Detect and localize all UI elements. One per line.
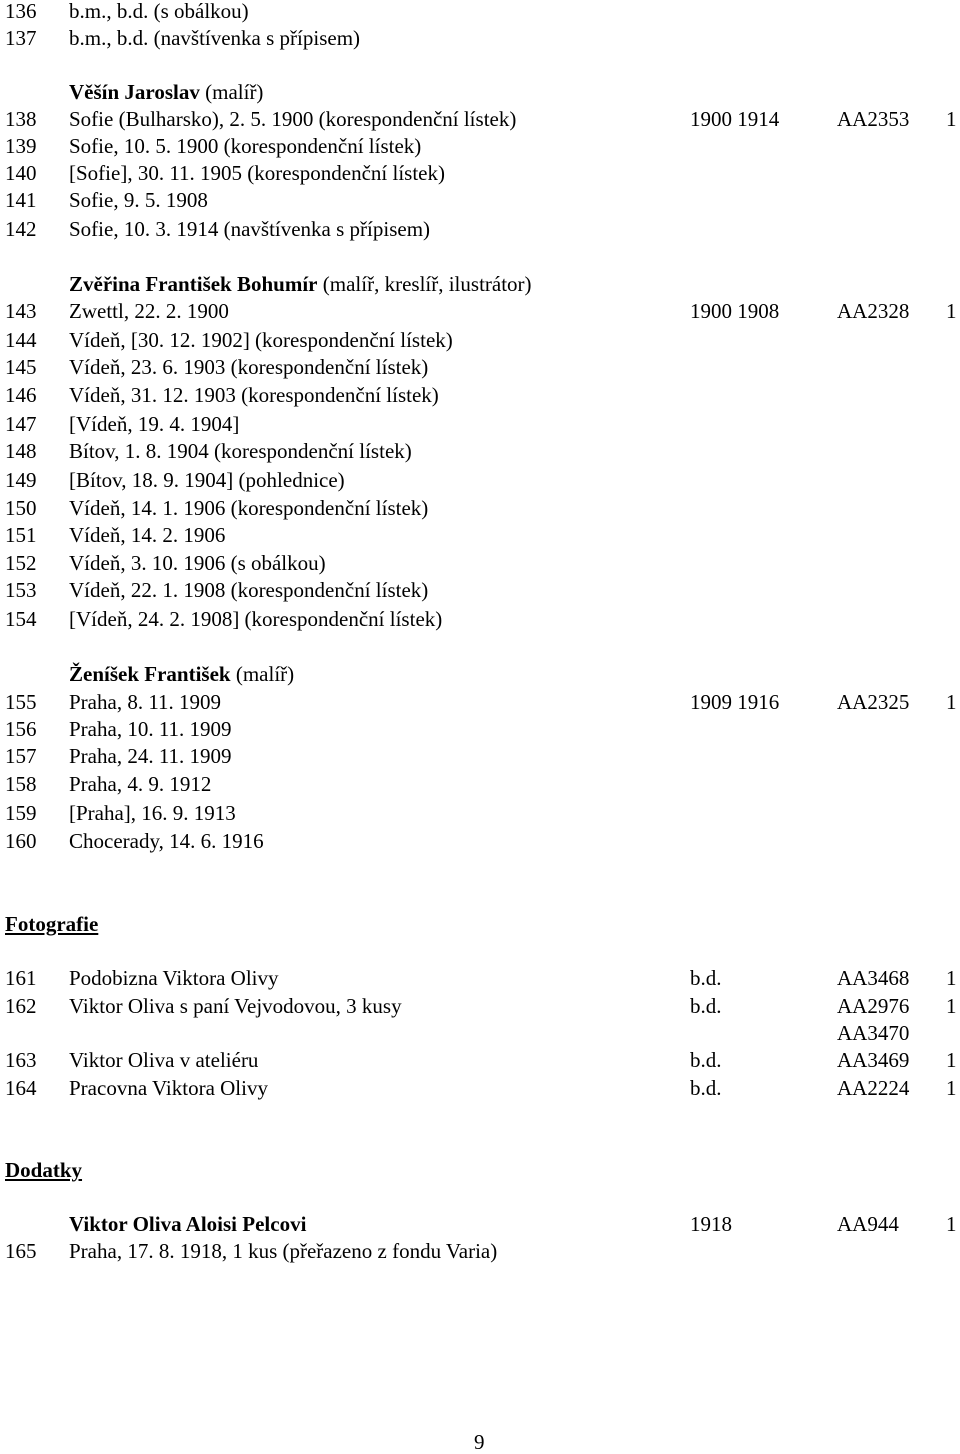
entry-text: Vídeň, 14. 2. 1906 <box>69 523 226 547</box>
entry-date: b.d. <box>690 994 722 1018</box>
entry-text: Vídeň, 3. 10. 1906 (s obálkou) <box>69 551 326 575</box>
list-item <box>0 743 960 770</box>
list-item <box>0 1075 960 1102</box>
entry-number: 165 <box>5 1239 37 1263</box>
list-item <box>0 438 960 465</box>
list-item <box>0 606 960 633</box>
entry-text: Praha, 8. 11. 1909 <box>69 690 222 714</box>
entry-number: 140 <box>5 161 37 185</box>
entry-text: [Praha], 16. 9. 1913 <box>69 801 236 825</box>
entry-number: 136 <box>5 0 37 23</box>
list-item <box>0 298 960 325</box>
entry-count: 1 <box>946 299 957 323</box>
entry-number: 150 <box>5 496 37 520</box>
entry-text: [Sofie], 30. 11. 1905 (korespondenční lístek) <box>69 161 445 185</box>
entry-text: Pracovna Viktora Olivy <box>69 1076 268 1100</box>
entry-signature: AA944 <box>837 1212 899 1236</box>
list-item <box>0 354 960 381</box>
entry-text: Sofie (Bulharsko), 2. 5. 1900 (korespondenční lístek) <box>69 107 517 131</box>
list-item <box>0 467 960 494</box>
entry-signature: AA2224 <box>837 1076 910 1100</box>
entry-signature: AA3469 <box>837 1048 910 1072</box>
list-item <box>0 993 960 1020</box>
entry-signature: AA2328 <box>837 299 910 323</box>
entry-number: 146 <box>5 383 37 407</box>
entry-text: Sofie, 9. 5. 1908 <box>69 188 208 212</box>
entry-number: 154 <box>5 607 37 631</box>
correspondent-role: (malíř) <box>235 662 295 686</box>
list-item <box>0 133 960 160</box>
entry-count: 1 <box>946 994 957 1018</box>
list-item <box>0 0 960 25</box>
entry-text: Vídeň, 22. 1. 1908 (korespondenční lístek) <box>69 578 429 602</box>
list-item <box>0 160 960 187</box>
entry-number: 160 <box>5 829 37 853</box>
list-item <box>0 411 960 438</box>
entry-text: Praha, 24. 11. 1909 <box>69 744 232 768</box>
entry-text: [Vídeň, 24. 2. 1908] (korespondenční lístek) <box>69 607 443 631</box>
entry-text: Chocerady, 14. 6. 1916 <box>69 829 264 853</box>
entry-text: Bítov, 1. 8. 1904 (korespondenční lístek) <box>69 439 412 463</box>
entry-date-range: 1900 1908 <box>690 299 780 323</box>
list-item <box>0 1047 960 1074</box>
entry-number: 142 <box>5 217 37 241</box>
list-item <box>0 187 960 214</box>
entry-text: b.m., b.d. (navštívenka s přípisem) <box>69 26 361 50</box>
entry-text: Vídeň, [30. 12. 1902] (korespondenční lístek) <box>69 328 453 352</box>
entry-date: b.d. <box>690 966 722 990</box>
entry-number: 149 <box>5 468 37 492</box>
list-item <box>0 1020 960 1047</box>
list-item <box>0 689 960 716</box>
correspondent-heading <box>0 1211 960 1238</box>
entry-signature: AA2353 <box>837 107 910 131</box>
entry-number: 137 <box>5 26 37 50</box>
entry-number: 151 <box>5 523 37 547</box>
entry-text: Vídeň, 31. 12. 1903 (korespondenční lístek) <box>69 383 439 407</box>
entry-count: 1 <box>946 107 957 131</box>
entry-count: 1 <box>946 1048 957 1072</box>
correspondent-role: (malíř, kreslíř, ilustrátor) <box>322 272 532 296</box>
entry-number: 141 <box>5 188 37 212</box>
entry-number: 143 <box>5 299 37 323</box>
correspondent-name: Věšín Jaroslav <box>69 80 200 104</box>
entry-text: [Vídeň, 19. 4. 1904] <box>69 412 240 436</box>
entry-text: Praha, 4. 9. 1912 <box>69 772 212 796</box>
entry-number: 145 <box>5 355 37 379</box>
entry-date: b.d. <box>690 1076 722 1100</box>
entry-signature: AA2976 <box>837 994 910 1018</box>
entry-date-range: 1900 1914 <box>690 107 780 131</box>
list-item <box>0 106 960 133</box>
correspondent-name: Viktor Oliva Aloisi Pelcovi <box>69 1212 307 1236</box>
entry-text: Vídeň, 14. 1. 1906 (korespondenční lístek) <box>69 496 429 520</box>
entry-number: 157 <box>5 744 37 768</box>
entry-text: b.m., b.d. (s obálkou) <box>69 0 249 23</box>
entry-number: 139 <box>5 134 37 158</box>
correspondent-name: Zvěřina František Bohumír <box>69 272 318 296</box>
entry-date: b.d. <box>690 1048 722 1072</box>
entry-signature: AA3470 <box>837 1021 910 1045</box>
entry-number: 164 <box>5 1076 37 1100</box>
correspondent-name: Ženíšek František <box>69 662 231 686</box>
correspondent-heading <box>0 661 960 688</box>
entry-number: 138 <box>5 107 37 131</box>
entry-number: 148 <box>5 439 37 463</box>
entry-number: 161 <box>5 966 37 990</box>
entry-text: Vídeň, 23. 6. 1903 (korespondenční lístek) <box>69 355 429 379</box>
list-item <box>0 25 960 52</box>
list-item <box>0 716 960 743</box>
entry-text: Praha, 17. 8. 1918, 1 kus (přeřazeno z fondu Varia) <box>69 1239 498 1263</box>
list-item <box>0 550 960 577</box>
entry-text: Viktor Oliva v ateliéru <box>69 1048 259 1072</box>
correspondent-heading <box>0 79 960 106</box>
entry-number: 144 <box>5 328 37 352</box>
entry-text: Viktor Oliva s paní Vejvodovou, 3 kusy <box>69 994 402 1018</box>
entry-number: 163 <box>5 1048 37 1072</box>
entry-count: 1 <box>946 1212 957 1236</box>
correspondent-role: (malíř) <box>205 80 264 104</box>
entry-number: 159 <box>5 801 37 825</box>
entry-number: 153 <box>5 578 37 602</box>
list-item <box>0 382 960 409</box>
page-number: 9 <box>474 1430 485 1454</box>
list-item <box>0 800 960 827</box>
entry-number: 158 <box>5 772 37 796</box>
list-item <box>0 216 960 243</box>
list-item <box>0 522 960 549</box>
list-item <box>0 965 960 992</box>
entry-text: Podobizna Viktora Olivy <box>69 966 279 990</box>
entry-count: 1 <box>946 690 957 714</box>
entry-number: 155 <box>5 690 37 714</box>
entry-count: 1 <box>946 1076 957 1100</box>
list-item <box>0 577 960 604</box>
list-item <box>0 1238 960 1265</box>
entry-date: 1918 <box>690 1212 732 1236</box>
section-heading-fotografie: Fotografie <box>5 912 99 936</box>
entry-date-range: 1909 1916 <box>690 690 780 714</box>
section-heading-dodatky: Dodatky <box>5 1158 83 1182</box>
entry-signature: AA2325 <box>837 690 910 714</box>
entry-text: [Bítov, 18. 9. 1904] (pohlednice) <box>69 468 345 492</box>
entry-number: 156 <box>5 717 37 741</box>
entry-count: 1 <box>946 966 957 990</box>
list-item <box>0 495 960 522</box>
entry-number: 147 <box>5 412 37 436</box>
list-item <box>0 771 960 798</box>
entry-text: Sofie, 10. 5. 1900 (korespondenční lístek) <box>69 134 422 158</box>
entry-number: 152 <box>5 551 37 575</box>
entry-signature: AA3468 <box>837 966 910 990</box>
list-item <box>0 828 960 855</box>
entry-number: 162 <box>5 994 37 1018</box>
list-item <box>0 327 960 354</box>
entry-text: Sofie, 10. 3. 1914 (navštívenka s přípisem) <box>69 217 431 241</box>
correspondent-heading <box>0 271 960 298</box>
entry-text: Praha, 10. 11. 1909 <box>69 717 232 741</box>
entry-text: Zwettl, 22. 2. 1900 <box>69 299 229 323</box>
